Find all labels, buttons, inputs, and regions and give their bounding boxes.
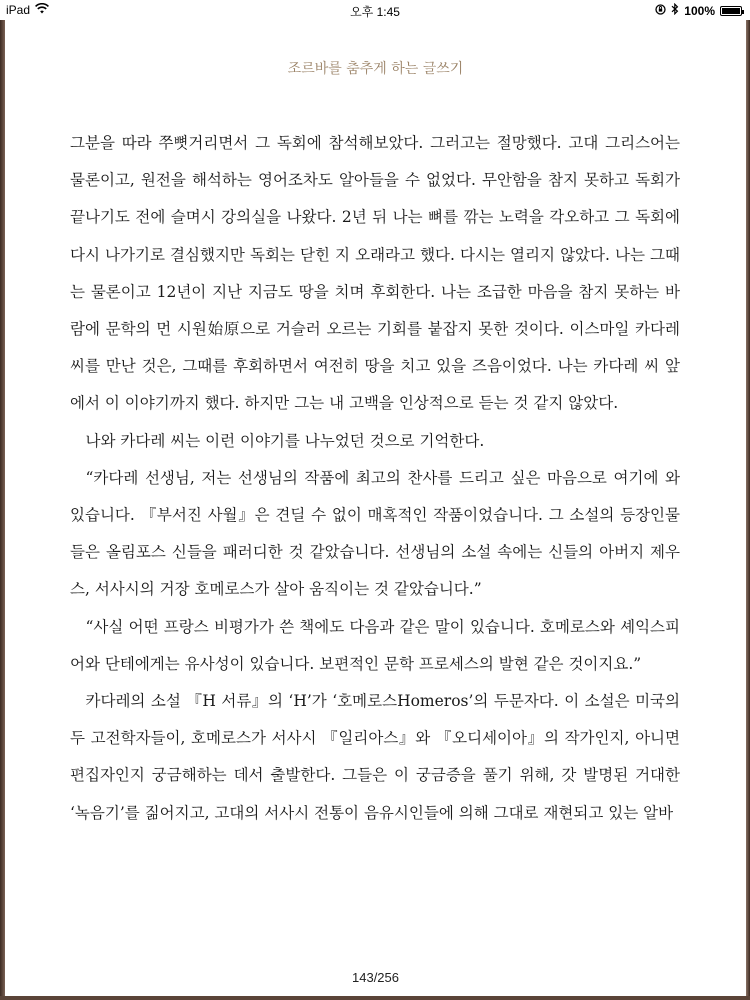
bluetooth-icon xyxy=(671,3,679,18)
device-bezel-right xyxy=(746,20,750,1000)
status-time: 오후 1:45 xyxy=(350,5,400,19)
page-indicator: 143/256 xyxy=(352,970,399,985)
battery-level xyxy=(722,8,740,14)
page-text[interactable] xyxy=(70,125,680,832)
rotation-lock-icon xyxy=(655,4,666,18)
device-name: iPad xyxy=(6,3,31,17)
status-bar xyxy=(0,0,750,20)
paragraph: “카다레 선생님, 저는 선생님의 작품에 최고의 찬사를 드리고 싶은 마음으로 여기에 와 있습니다. 『부서진 사월』은 견딜 수 없이 매혹적인 작품이었습니다. 그 소설의 등장인물들은 올림포스 신들을 패러디한 것 같았습니다. 선생님의 소설 속에는 신들의 아버지 제우스, 서사시의 거장 호메로스가 살아 움직이는 것 같았습니다.” xyxy=(70,468,680,599)
book-title: 조르바를 춤추게 하는 글쓰기 xyxy=(287,61,464,77)
status-right xyxy=(655,3,742,18)
book-page[interactable] xyxy=(5,20,746,996)
paragraph: 그분을 따라 쭈뼛거리면서 그 독회에 참석해보았다. 그러고는 절망했다. 고대 그리스어는 물론이고, 원전을 해석하는 영어조차도 알아들을 수 없었다. 무안함을 참지 못하고 독회가 끝나기도 전에 슬며시 강의실을 나왔다. 2년 뒤 나는 뼈를 깎는 노력을 각오하고 그 독회에 다시 나가기로 결심했지만 독회는 닫힌 지 오래라고 했다. 다시는 열리지 않았다. 나는 그때는 물론이고 12년이 지난 지금도 땅을 치며 후회한다. 나는 조급한 마음을 참지 못하는 바람에 문학의 먼 시원始原으로 거슬러 오르는 기회를 붙잡지 못한 것이다. 이스마일 카다레 씨를 만난 것은, 그때를 후회하면서 여전히 땅을 치고 있을 즈음이었다. 나는 카다레 씨 앞에서 이 이야기까지 했다. 하지만 그는 내 고백을 인상적으로 듣는 것 같지 않았다. xyxy=(70,134,680,413)
paragraph: “사실 어떤 프랑스 비평가가 쓴 책에도 다음과 같은 말이 있습니다. 호메로스와 셰익스피어와 단테에게는 유사성이 있습니다. 보편적인 문학 프로세스의 발현 같은 것이지요.” xyxy=(70,617,680,673)
device-bezel-bottom xyxy=(0,996,750,1000)
paragraph: 카다레의 소설 『H 서류』의 ‘H’가 ‘호메로스Homeros’의 두문자다. 이 소설은 미국의 두 고전학자들이, 호메로스가 서사시 『일리아스』와 『오디세이아』의 작가인지, 아니면 편집자인지 궁금해하는 데서 출발한다. 그들은 이 궁금증을 풀기 위해, 갓 발명된 거대한 ‘녹음기’를 짊어지고, 고대의 서사시 전통이 음유시인들에 의해 그대로 재현되고 있는 알바 xyxy=(70,692,680,822)
battery-icon xyxy=(720,6,742,16)
paragraph: 나와 카다레 씨는 이런 이야기를 나누었던 것으로 기억한다. xyxy=(85,431,485,450)
battery-percent: 100% xyxy=(684,3,715,18)
